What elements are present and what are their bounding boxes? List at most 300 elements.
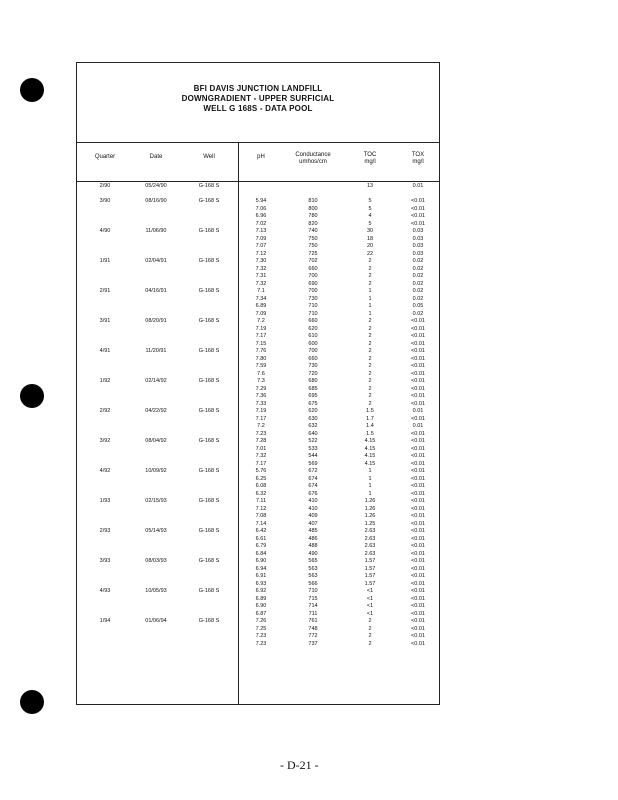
cell-toc: 1.57 [364, 558, 376, 564]
cell-tox: <0.01 [411, 498, 425, 504]
cell-tox: <0.01 [411, 340, 425, 347]
cell-conductance: 660 [308, 355, 318, 362]
cell-ph: 7.2 [257, 318, 265, 324]
cell-ph: 7.23 [255, 640, 267, 647]
table-row [77, 476, 441, 484]
cell-tox: <0.01 [411, 363, 425, 369]
cell-quarter: 4/91 [99, 348, 111, 354]
table-row [77, 326, 441, 334]
cell-toc: 2 [368, 640, 372, 647]
cell-ph: 7.28 [255, 438, 267, 444]
table-row [77, 446, 441, 454]
cell-toc: 1.57 [364, 573, 376, 579]
cell-conductance: 675 [308, 400, 318, 407]
cell-date: 08/03/93 [145, 558, 167, 564]
cell-well: G-168 S [198, 258, 220, 264]
table-row [77, 596, 441, 604]
table-row [77, 348, 441, 356]
cell-tox: <0.01 [411, 430, 425, 437]
table-row [77, 536, 441, 544]
table-row [77, 506, 441, 514]
cell-tox: 0.01 [412, 423, 424, 429]
cell-quarter: 2/93 [99, 528, 111, 534]
cell-quarter: 3/90 [99, 198, 111, 204]
cell-toc: <1 [366, 588, 374, 594]
punch-hole-bottom [20, 690, 44, 714]
cell-ph: 6.25 [255, 475, 267, 482]
cell-conductance: 710 [308, 310, 318, 317]
cell-ph: 6.87 [255, 610, 267, 617]
table-row [77, 401, 441, 409]
cell-tox: <0.01 [411, 393, 425, 399]
cell-toc: 4 [368, 213, 372, 219]
cell-well: G-168 S [198, 348, 220, 354]
cell-ph: 7.23 [255, 430, 267, 437]
table-row [77, 221, 441, 229]
cell-tox: 0.02 [412, 273, 424, 279]
cell-toc: 4.15 [364, 445, 376, 452]
cell-tox: <0.01 [411, 198, 425, 204]
cell-tox: <0.01 [411, 640, 425, 647]
table-row [77, 243, 441, 251]
cell-conductance: 620 [308, 408, 318, 414]
cell-ph: 6.42 [255, 528, 267, 534]
cell-tox: 0.03 [412, 243, 424, 249]
cell-conductance: 632 [308, 423, 318, 429]
cell-tox: 0.02 [412, 258, 424, 264]
cell-quarter: 2/91 [99, 288, 111, 294]
table-row [77, 618, 441, 626]
cell-toc: 2 [368, 348, 372, 354]
cell-conductance: 674 [308, 475, 318, 482]
cell-conductance: 740 [308, 228, 318, 234]
cell-toc: 1.5 [366, 430, 374, 437]
cell-conductance: 737 [308, 640, 318, 647]
cell-quarter: 3/92 [99, 438, 111, 444]
cell-well: G-168 S [198, 378, 220, 384]
table-row [77, 603, 441, 611]
cell-ph: 6.90 [255, 558, 267, 564]
table-row [77, 236, 441, 244]
cell-quarter: 1/93 [99, 498, 111, 504]
cell-tox: <0.01 [411, 415, 425, 422]
cell-toc: 2.63 [364, 535, 376, 542]
cell-well: G-168 S [198, 618, 220, 624]
table-row [77, 633, 441, 641]
cell-tox: <0.01 [411, 205, 425, 212]
cell-well: G-168 S [198, 438, 220, 444]
table-row [77, 266, 441, 274]
cell-tox: <0.01 [411, 400, 425, 407]
table-row [77, 341, 441, 349]
cell-well: G-168 S [198, 588, 220, 594]
cell-ph: 7.1 [257, 288, 265, 294]
cell-conductance: 800 [308, 205, 318, 212]
cell-ph: 6.89 [255, 595, 267, 602]
cell-tox: <0.01 [411, 618, 425, 624]
table-row [77, 258, 441, 266]
cell-ph: 7.30 [255, 258, 267, 264]
cell-ph: 7.32 [255, 265, 267, 272]
cell-tox: <0.01 [411, 355, 425, 362]
cell-toc: 1.57 [364, 580, 376, 587]
cell-tox: <0.01 [411, 460, 425, 467]
cell-conductance: 563 [308, 565, 318, 572]
cell-toc: <1 [366, 603, 374, 609]
cell-conductance: 702 [308, 258, 318, 264]
cell-ph: 6.90 [255, 603, 267, 609]
cell-conductance: 674 [308, 483, 318, 489]
cell-ph: 7.01 [255, 445, 267, 452]
cell-conductance: 486 [308, 535, 318, 542]
cell-conductance: 563 [308, 573, 318, 579]
title-line-3: WELL G 168S - DATA POOL [203, 104, 313, 113]
cell-toc: 5 [368, 198, 372, 204]
cell-toc: 2 [368, 370, 372, 377]
cell-toc: 1 [368, 310, 372, 317]
cell-well: G-168 S [198, 528, 220, 534]
cell-conductance: 780 [308, 213, 318, 219]
cell-tox: 0.01 [412, 408, 424, 414]
cell-tox: <0.01 [411, 603, 425, 609]
cell-date: 08/16/90 [145, 198, 167, 204]
cell-date: 05/14/93 [145, 528, 167, 534]
table-row [77, 363, 441, 371]
cell-toc: 2 [368, 618, 372, 624]
cell-date: 01/06/94 [145, 618, 167, 624]
cell-toc: 2 [368, 273, 372, 279]
cell-ph: 7.6 [257, 370, 265, 377]
cell-ph: 7.36 [255, 393, 267, 399]
cell-conductance: 761 [308, 618, 318, 624]
cell-conductance: 680 [308, 378, 318, 384]
table-row [77, 461, 441, 469]
cell-toc: 4.15 [364, 460, 376, 467]
cell-date: 05/24/90 [145, 183, 167, 189]
cell-ph: 7.12 [255, 250, 267, 257]
cell-tox: 0.02 [412, 295, 424, 302]
table-row [77, 371, 441, 379]
cell-ph: 7.17 [255, 460, 267, 467]
cell-tox: <0.01 [411, 318, 425, 324]
table-row [77, 183, 441, 191]
cell-conductance: 710 [308, 303, 318, 309]
cell-tox: <0.01 [411, 213, 425, 219]
cell-conductance: 660 [308, 265, 318, 272]
cell-ph: 6.79 [255, 543, 267, 549]
cell-well: G-168 S [198, 468, 220, 474]
cell-ph: 7.13 [255, 228, 267, 234]
cell-conductance: 700 [308, 288, 318, 294]
cell-toc: 1 [368, 288, 372, 294]
cell-conductance: 750 [308, 243, 318, 249]
cell-conductance: 720 [308, 370, 318, 377]
cell-tox: <0.01 [411, 385, 425, 392]
cell-ph: 7.3 [257, 378, 265, 384]
cell-conductance: 690 [308, 280, 318, 287]
cell-conductance: 410 [308, 505, 318, 512]
table-row [77, 558, 441, 566]
cell-ph: 7.12 [255, 505, 267, 512]
cell-date: 11/06/90 [145, 228, 167, 234]
cell-ph: 7.29 [255, 385, 267, 392]
cell-conductance: 820 [308, 220, 318, 227]
cell-toc: 2 [368, 625, 372, 632]
cell-conductance: 610 [308, 333, 318, 339]
cell-tox: 0.01 [412, 183, 424, 189]
table-row [77, 206, 441, 214]
cell-conductance: 640 [308, 430, 318, 437]
cell-toc: 1 [368, 483, 372, 489]
cell-ph: 7.26 [255, 618, 267, 624]
table-row [77, 318, 441, 326]
cell-toc: 2.63 [364, 528, 376, 534]
table-row [77, 273, 441, 281]
cell-well: G-168 S [198, 558, 220, 564]
cell-ph: 6.84 [255, 550, 267, 557]
cell-tox: <0.01 [411, 370, 425, 377]
cell-well: G-168 S [198, 288, 220, 294]
cell-ph: 7.07 [255, 243, 267, 249]
cell-ph: 5.94 [255, 198, 267, 204]
table-row [77, 528, 441, 536]
table-row [77, 611, 441, 619]
header-tox: TOX mg/l [411, 152, 425, 165]
cell-conductance: 490 [308, 550, 318, 557]
cell-tox: <0.01 [411, 610, 425, 617]
cell-ph: 7.08 [255, 513, 267, 519]
table-row [77, 213, 441, 221]
cell-ph: 5.76 [255, 468, 267, 474]
cell-tox: <0.01 [411, 505, 425, 512]
cell-tox: 0.02 [412, 280, 424, 287]
cell-toc: 1 [368, 475, 372, 482]
table-row [77, 198, 441, 206]
cell-ph: 7.31 [255, 273, 267, 279]
cell-tox: 0.02 [412, 310, 424, 317]
cell-toc: 1 [368, 303, 372, 309]
cell-tox: <0.01 [411, 378, 425, 384]
cell-tox: <0.01 [411, 333, 425, 339]
cell-toc: 2 [368, 325, 372, 332]
cell-toc: 18 [366, 235, 374, 242]
punch-hole-top [20, 78, 44, 102]
cell-quarter: 2/90 [99, 183, 111, 189]
cell-ph: 6.93 [255, 580, 267, 587]
cell-date: 10/09/92 [145, 468, 167, 474]
table-row [77, 386, 441, 394]
cell-toc: 2 [368, 400, 372, 407]
cell-ph: 6.92 [255, 588, 267, 594]
cell-toc: 2 [368, 355, 372, 362]
cell-conductance: 544 [308, 453, 318, 459]
cell-well: G-168 S [198, 228, 220, 234]
cell-toc: 5 [368, 205, 372, 212]
header-separator [77, 181, 439, 182]
cell-conductance: 725 [308, 250, 318, 257]
cell-ph: 7.32 [255, 453, 267, 459]
title-line-1: BFI DAVIS JUNCTION LANDFILL [193, 84, 323, 93]
cell-conductance: 600 [308, 340, 318, 347]
cell-tox: <0.01 [411, 535, 425, 542]
cell-toc: <1 [366, 595, 374, 602]
cell-ph: 6.94 [255, 565, 267, 572]
cell-tox: <0.01 [411, 475, 425, 482]
cell-toc: 1.26 [364, 505, 376, 512]
cell-conductance: 700 [308, 348, 318, 354]
cell-conductance: 522 [308, 438, 318, 444]
cell-ph: 7.80 [255, 355, 267, 362]
cell-toc: 30 [366, 228, 374, 234]
cell-toc: 2 [368, 378, 372, 384]
cell-tox: <0.01 [411, 573, 425, 579]
cell-conductance: 685 [308, 385, 318, 392]
cell-tox: <0.01 [411, 513, 425, 519]
cell-toc: 4.15 [364, 438, 376, 444]
header-ph: pH [257, 154, 265, 160]
cell-toc: 1.57 [364, 565, 376, 572]
cell-date: 08/20/91 [145, 318, 167, 324]
table-row [77, 588, 441, 596]
cell-toc: 22 [366, 250, 374, 257]
table-row [77, 378, 441, 386]
cell-toc: 2 [368, 333, 372, 339]
table-row [77, 251, 441, 259]
cell-conductance: 409 [308, 513, 318, 519]
cell-conductance: 672 [308, 468, 318, 474]
table-row [77, 416, 441, 424]
cell-tox: <0.01 [411, 483, 425, 489]
cell-ph: 7.19 [255, 325, 267, 332]
cell-toc: 2 [368, 393, 372, 399]
cell-ph: 7.09 [255, 310, 267, 317]
cell-tox: 0.03 [412, 235, 424, 242]
table-row [77, 393, 441, 401]
table-row [77, 453, 441, 461]
table-row [77, 513, 441, 521]
cell-conductance: 676 [308, 490, 318, 497]
cell-conductance: 730 [308, 295, 318, 302]
cell-ph: 7.76 [255, 348, 267, 354]
table-row [77, 228, 441, 236]
cell-tox: <0.01 [411, 580, 425, 587]
cell-conductance: 714 [308, 603, 318, 609]
title-block [77, 63, 439, 143]
header-well: Well [203, 154, 215, 160]
cell-well: G-168 S [198, 183, 220, 189]
cell-tox: <0.01 [411, 633, 425, 639]
table-row [77, 281, 441, 289]
cell-tox: <0.01 [411, 558, 425, 564]
cell-quarter: 1/94 [99, 618, 111, 624]
cell-quarter: 4/90 [99, 228, 111, 234]
header-toc: TOC mg/l [363, 152, 377, 165]
cell-toc: <1 [366, 610, 374, 617]
cell-date: 10/05/93 [145, 588, 167, 594]
cell-conductance: 700 [308, 273, 318, 279]
cell-well: G-168 S [198, 498, 220, 504]
cell-conductance: 620 [308, 325, 318, 332]
cell-quarter: 4/92 [99, 468, 111, 474]
cell-toc: 2 [368, 340, 372, 347]
table-row [77, 468, 441, 476]
cell-ph: 6.61 [255, 535, 267, 542]
cell-quarter: 1/91 [99, 258, 111, 264]
cell-ph: 7.02 [255, 220, 267, 227]
cell-tox: 0.03 [412, 250, 424, 257]
cell-ph: 7.17 [255, 415, 267, 422]
cell-conductance: 533 [308, 445, 318, 452]
table-row [77, 491, 441, 499]
cell-tox: <0.01 [411, 543, 425, 549]
table-row [77, 191, 441, 199]
table-row [77, 581, 441, 589]
cell-toc: 1 [368, 490, 372, 497]
cell-toc: 2.63 [364, 543, 376, 549]
cell-toc: 2 [368, 318, 372, 324]
cell-conductance: 407 [308, 520, 318, 527]
table-row [77, 311, 441, 319]
cell-tox: <0.01 [411, 550, 425, 557]
cell-toc: 1.4 [366, 423, 374, 429]
cell-toc: 2.63 [364, 550, 376, 557]
cell-conductance: 488 [308, 543, 318, 549]
cell-date: 11/20/91 [145, 348, 167, 354]
cell-toc: 2 [368, 633, 372, 639]
cell-quarter: 1/92 [99, 378, 111, 384]
cell-ph: 7.34 [255, 295, 267, 302]
cell-toc: 2 [368, 363, 372, 369]
cell-tox: <0.01 [411, 453, 425, 459]
cell-toc: 4.15 [364, 453, 376, 459]
cell-toc: 1.26 [364, 513, 376, 519]
table-row [77, 431, 441, 439]
cell-well: G-168 S [198, 198, 220, 204]
cell-conductance: 660 [308, 318, 318, 324]
cell-date: 02/04/91 [145, 258, 167, 264]
cell-conductance: 566 [308, 580, 318, 587]
cell-ph: 7.19 [255, 408, 267, 414]
table-row [77, 573, 441, 581]
table-row [77, 521, 441, 529]
cell-conductance: 730 [308, 363, 318, 369]
cell-toc: 2 [368, 385, 372, 392]
cell-date: 02/15/93 [145, 498, 167, 504]
cell-conductance: 810 [308, 198, 318, 204]
table-row [77, 408, 441, 416]
page-number: - D-21 - [280, 758, 319, 772]
cell-conductance: 750 [308, 235, 318, 242]
cell-toc: 1.7 [366, 415, 374, 422]
cell-ph: 7.15 [255, 340, 267, 347]
cell-toc: 20 [366, 243, 374, 249]
cell-ph: 7.59 [255, 363, 267, 369]
data-table-frame [76, 62, 440, 705]
cell-well: G-168 S [198, 408, 220, 414]
cell-ph: 7.33 [255, 400, 267, 407]
cell-toc: 1 [368, 295, 372, 302]
cell-ph: 7.09 [255, 235, 267, 242]
cell-quarter: 4/93 [99, 588, 111, 594]
cell-tox: <0.01 [411, 438, 425, 444]
cell-conductance: 710 [308, 588, 318, 594]
cell-ph: 7.25 [255, 625, 267, 632]
cell-toc: 5 [368, 220, 372, 227]
table-row [77, 356, 441, 364]
cell-tox: <0.01 [411, 468, 425, 474]
header-quarter: Quarter [94, 154, 116, 160]
cell-toc: 13 [366, 183, 374, 189]
